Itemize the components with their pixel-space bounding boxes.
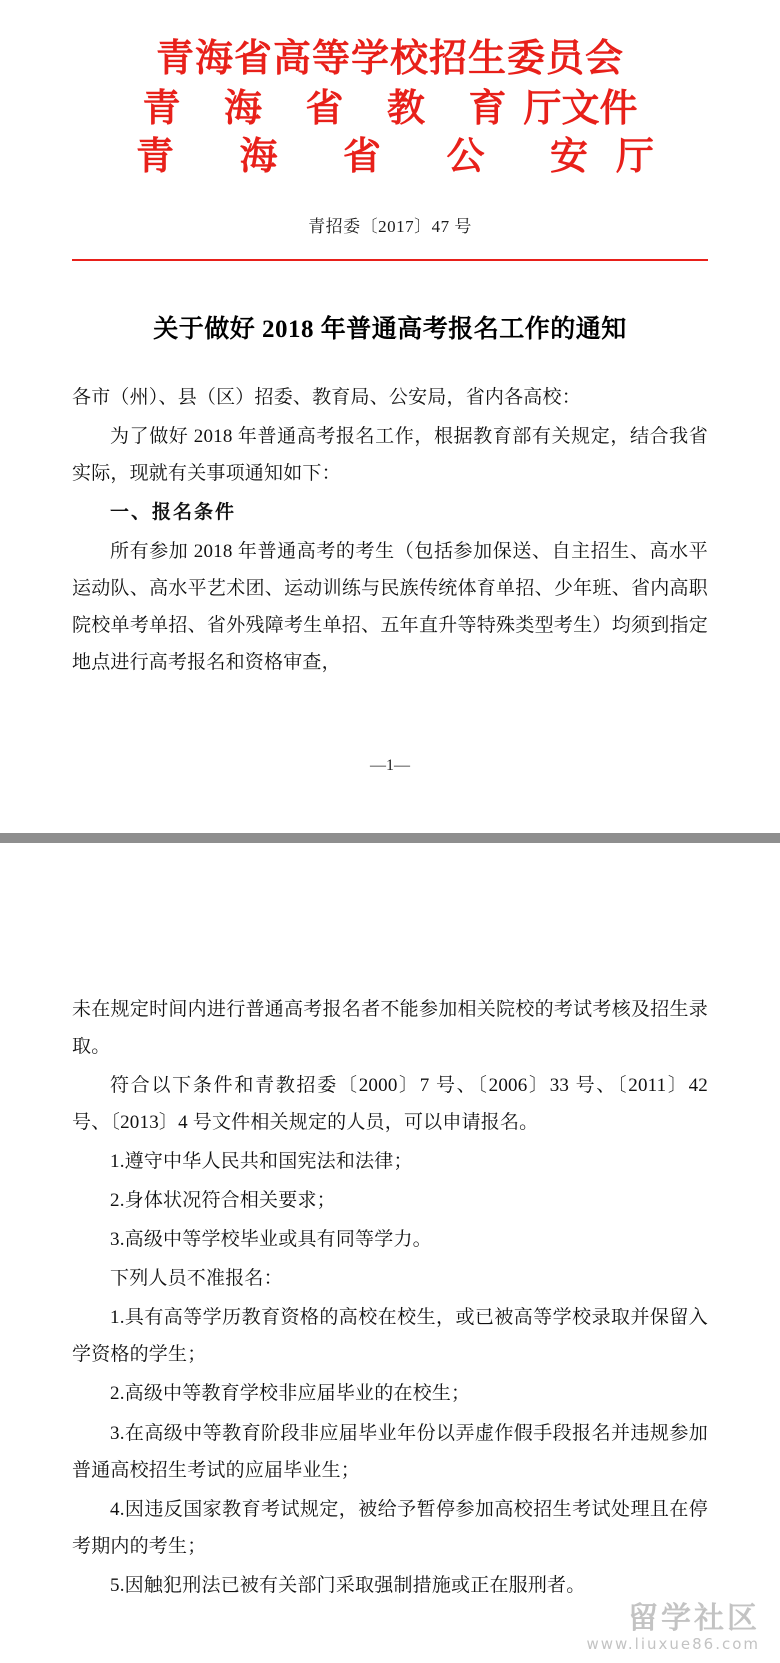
disqualification-item-2: 2.高级中等教育学校非应届毕业的在校生； bbox=[110, 1383, 471, 1405]
page-folio-1: —1— bbox=[370, 757, 410, 774]
disqualification-item-3: 3.在高级中等教育阶段非应届毕业年份以弄虚作假手段报名并违规参加普通高校招生考试的应届毕业生； bbox=[72, 1422, 708, 1481]
page-title: 关于做好 2018 年普通高考报名工作的通知 bbox=[153, 316, 627, 343]
masthead-line-3-spread: 青 海 省 公 安 bbox=[135, 136, 616, 178]
watermark-main-text: 留学社区 bbox=[628, 1601, 760, 1636]
masthead bbox=[72, 0, 708, 176]
masthead-line-2-spread: 青 海 省 教 育 bbox=[142, 88, 524, 130]
disqualification-intro: 下列人员不准报名： bbox=[110, 1268, 283, 1290]
disqualification-item-5: 5.因触犯刑法已被有关部门采取强制措施或正在服刑者。 bbox=[110, 1574, 586, 1596]
section-1-paragraph-1: 所有参加 2018 年普通高考的考生（包括参加保送、自主招生、高水平运动队、高水平艺术团、运动训练与民族传统体育单招、少年班、省内高职院校单考单招、省外残障考生单招、五年直升等特殊类型考生）均须到指定地点进行高考报名和资格审查， bbox=[72, 541, 708, 674]
red-divider-rule bbox=[72, 259, 708, 261]
watermark-url-text: www.liuxue86.com bbox=[586, 1635, 760, 1653]
eligibility-item-2: 2.身体状况符合相关要求； bbox=[110, 1190, 336, 1212]
masthead-line-2 bbox=[72, 90, 708, 128]
document-page-2 bbox=[0, 843, 780, 1663]
masthead-line-3 bbox=[72, 138, 708, 176]
document-number: 青招委〔2017〕47 号 bbox=[308, 217, 472, 236]
eligibility-item-1: 1.遵守中华人民共和国宪法和法律； bbox=[110, 1151, 413, 1173]
masthead-line-2-tail: 厅文件 bbox=[523, 88, 638, 130]
page-separator bbox=[0, 833, 780, 843]
salutation-paragraph: 各市（州）、县（区）招委、教育局、公安局，省内各高校： bbox=[72, 387, 581, 408]
intro-paragraph: 为了做好 2018 年普通高考报名工作，根据教育部有关规定，结合我省实际，现就有关事项通知如下： bbox=[72, 426, 708, 485]
page2-paragraph-2: 符合以下条件和青教招委〔2000〕7 号、〔2006〕33 号、〔2011〕42 号、〔2013〕4 号文件相关规定的人员，可以申请报名。 bbox=[72, 1075, 708, 1134]
disqualification-item-1: 1.具有高等学历教育资格的高校在校生，或已被高等学校录取并保留入学资格的学生； bbox=[72, 1307, 708, 1366]
masthead-line-1: 青海省高等学校招生委员会 bbox=[155, 38, 624, 80]
page2-paragraph-1: 未在规定时间内进行普通高考报名者不能参加相关院校的考试考核及招生录取。 bbox=[72, 999, 708, 1058]
disqualification-item-4: 4.因违反国家教育考试规定，被给予暂停参加高校招生考试处理且在停考期内的考生； bbox=[72, 1498, 708, 1557]
page-2-top-margin bbox=[72, 843, 708, 991]
masthead-line-3-tail: 厅 bbox=[616, 136, 655, 178]
eligibility-item-3: 3.高级中等学校毕业或具有同等学力。 bbox=[110, 1229, 432, 1251]
section-heading-1: 一、报名条件 bbox=[110, 502, 237, 524]
